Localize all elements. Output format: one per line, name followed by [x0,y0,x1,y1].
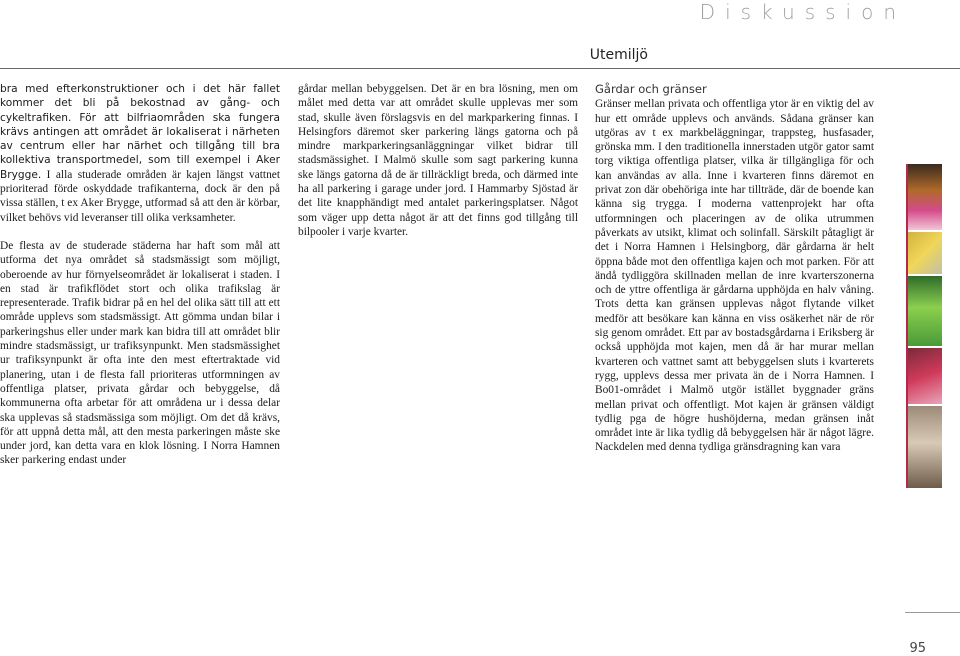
subheading: Gårdar och gränser [595,82,707,96]
paragraph-sans-run: bra med efterkonstruktioner och i det här fallet kommer det bli på bekostnad av gång- och cykeltrafiken. För att bilfriaområden ska fungera krävs antingen att området är lokaliserat i närheten av centrum eller har närhet och tillgång till bra kollektiva transportmedel, som till exempel i Aker Brygge. [0,83,280,181]
photo-thumbnail [908,406,942,488]
text-column-3 [595,82,874,455]
text-column-1 [0,82,280,468]
text-column-2 [298,82,578,239]
paragraph [0,82,280,225]
photo-strip [908,164,942,488]
paragraph: Gränser mellan privata och offentliga ytor är en viktig del av hur ett område upplevs och används. Sådana gränser kan utgöras av t ex markbeläggningar, trappsteg, husfasader, grönska mm. I den traditionella innerstaden utgör gator samt torg viktiga offentliga platser, vilka är tillgängliga för och kan användas av alla. Inne i kvarteren finns däremot en privat zon där obehöriga inte har tillträde, där de boende kan känna sig trygga. I moderna vattenprojekt har ofta utformningen och placeringen av de olika utrummen påverkats av utsikt, klimat och solinfall. Särskilt påtagligt är det i Norra Hamnen i Helsingborg, där gårdarna är helt öppna både mot den offentliga kajen och mot parken. För att ändå tydliggöra skillnaden mellan de inre kvarterszonerna och de yttre offentliga är gårdarna upphöjda en halv våning. Trots detta kan gränsen upplevas något flytande vilket medför att besökare kan känna en viss osäkerhet när de rör sig genom området. Ett par av bostadsgårdarna i Eriksberg är också upphöjda mot kajen, men då är har murar mellan kvarteren och vattnet samt att bebyggelsen sluts i kvarterets rygg, upplevs dessa mer privata än de i Norra Hamnen. I Bo01-området i Malmö utgör istället byggnader gräns mellan privat och offentligt. Mot kajen är gränsen väldigt tydlig pga de högre hushöjderna, medan gränsen inåt området inte är lika tydlig då bebyggelsen här är något lägre. Nackdelen med denna tydliga gränsdragning kan vara [595,98,874,454]
page-number-divider [905,612,960,613]
photo-thumbnail [908,348,942,404]
paragraph: gårdar mellan bebyggelsen. Det är en bra lösning, men om målet med detta var att området skulle upplevas mer som stad, skulle även förslagsvis en del markparkering finnas. I Helsingfors däremot sker parkering längs gatorna och på mindre markparkeringsanläggningar vilket bidrar till stadsmässighet. I Malmö skulle som sagt parkering kunna ske längs gatorna då de är tillräckligt breda, och därmed inte ha all parkering i garage under jord. I Hammarby Sjöstad är det lite knapphändigt med antalet parkeringsplatser. Något som väger upp detta något är att det finns god tillgång till bilpooler i varje kvarter. [298,83,578,238]
paragraph-gap [0,225,280,239]
paragraph: De flesta av de studerade städerna har haft som mål att utforma det nya området så stadsmässigt som möjligt, oberoende av hur förnyelseområdet är lokaliserat i staden. I en stad är trafikflödet stort och olika trafikslag är representerade. Trafik bidrar på en hel del olika sätt till att ett område upplevs som stadsmässigt. Att gömma undan bilar i parkeringshus eller under mark kan bidra till att området blir mindre stadsmässigt, ur trafiksynpunkt. Men stadsmässighet ur trafiksynpunkt är ofta inte den mest eftertraktade vid planering, utan i de flesta fall prioriteras utformningen av offentliga platser, privata gårdar och bebyggelse, då kommunerna ofta arbetar för att områdena ur i dessa delar ska upplevas så stadsmässiga som möjligt. Om det då krävs, för att uppnå detta mål, att den mesta parkeringen måste ske under jord, kan detta vara en klok lösning. I Norra Hamnen sker parkering endast under [0,239,280,467]
photo-thumbnail [908,276,942,346]
section-title: Utemiljö [589,47,648,63]
photo-thumbnail [908,232,942,274]
paragraph-serif-run: I alla studerade områden är kajen längst vattnet prioriterad förde oskyddade trafikanterna, dock är den på vissa ställen, t ex Aker Brygge, utformad så att den är körbar, vilket behövs vid leveranser till olika verksamheter. [0,168,280,224]
page-header-title: Diskussion [699,0,906,24]
header-divider [0,68,960,69]
photo-thumbnail [908,164,942,230]
page-number: 95 [909,641,926,656]
